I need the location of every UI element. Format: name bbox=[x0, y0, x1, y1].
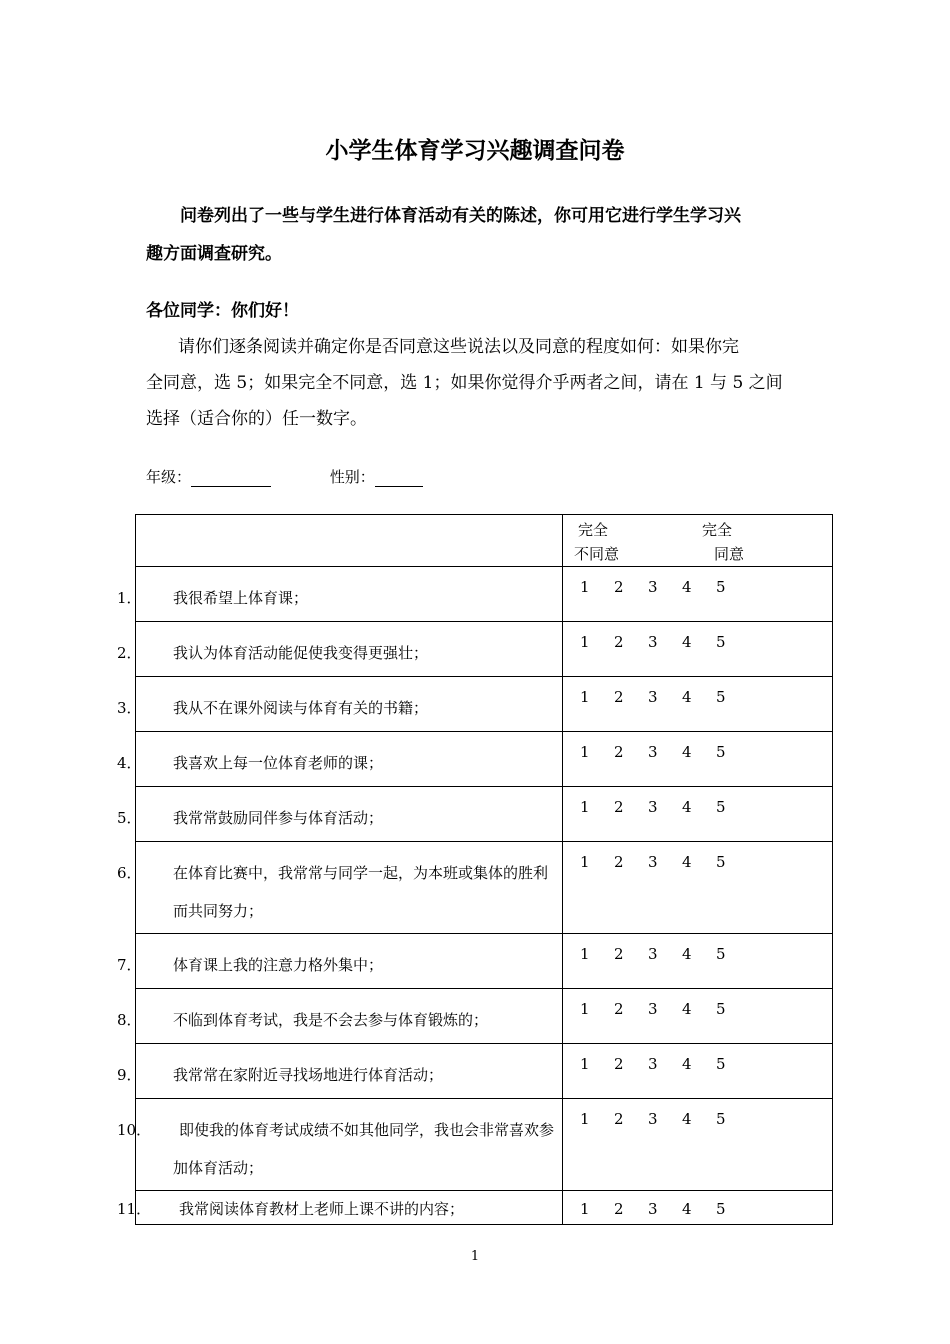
question-number: 6． bbox=[117, 864, 142, 882]
rating-option-2[interactable]: 2 bbox=[614, 945, 624, 963]
rating-option-2[interactable]: 2 bbox=[614, 743, 624, 761]
rating-option-5[interactable]: 5 bbox=[716, 945, 726, 963]
rating-option-5[interactable]: 5 bbox=[716, 633, 726, 651]
rating-option-4[interactable]: 4 bbox=[682, 688, 692, 706]
rating-option-3[interactable]: 3 bbox=[648, 945, 658, 963]
rating-option-4[interactable]: 4 bbox=[682, 945, 692, 963]
question-content bbox=[117, 634, 554, 672]
question-text: 我常常鼓励同伴参与体育活动； bbox=[173, 809, 384, 827]
rating-option-1[interactable]: 1 bbox=[580, 853, 590, 871]
rating-option-1[interactable]: 1 bbox=[580, 1200, 590, 1218]
question-text: 我常常在家附近寻找场地进行体育活动； bbox=[173, 1066, 444, 1084]
question-cell bbox=[117, 842, 563, 934]
rating-option-5[interactable]: 5 bbox=[716, 1110, 726, 1128]
question-cell bbox=[117, 1044, 563, 1099]
question-text: 我从不在课外阅读与体育有关的书籍； bbox=[173, 699, 429, 717]
question-cell bbox=[117, 1191, 563, 1225]
rating-option-2[interactable]: 2 bbox=[614, 798, 624, 816]
question-cell bbox=[117, 787, 563, 842]
rating-cell bbox=[563, 1099, 833, 1191]
question-cell bbox=[117, 934, 563, 989]
rating-option-1[interactable]: 1 bbox=[580, 578, 590, 596]
rating-option-3[interactable]: 3 bbox=[648, 1110, 658, 1128]
gender-label: 性别： bbox=[329, 468, 375, 486]
question-number: 3． bbox=[117, 699, 142, 717]
rating-option-5[interactable]: 5 bbox=[716, 853, 726, 871]
table-row bbox=[136, 677, 833, 732]
table-row bbox=[136, 934, 833, 989]
rating-option-2[interactable]: 2 bbox=[614, 1200, 624, 1218]
page-number: 1 bbox=[470, 1249, 480, 1264]
question-text: 我喜欢上每一位体育老师的课； bbox=[173, 754, 384, 772]
question-cell bbox=[117, 989, 563, 1044]
scale-left-bottom: 不同意 bbox=[574, 545, 620, 563]
question-cell bbox=[117, 1099, 563, 1191]
scale-header-cell bbox=[563, 515, 833, 567]
question-content bbox=[117, 1111, 555, 1187]
question-text: 不临到体育考试，我是不会去参与体育锻炼的； bbox=[173, 1011, 489, 1029]
question-content bbox=[117, 689, 554, 727]
rating-option-1[interactable]: 1 bbox=[580, 798, 590, 816]
table-row bbox=[136, 787, 833, 842]
greeting: 各位同学：你们好！ bbox=[146, 301, 299, 321]
rating-option-2[interactable]: 2 bbox=[614, 688, 624, 706]
table-row bbox=[136, 989, 833, 1044]
rating-option-5[interactable]: 5 bbox=[716, 1055, 726, 1073]
table-row bbox=[136, 732, 833, 787]
rating-option-5[interactable]: 5 bbox=[716, 798, 726, 816]
question-content bbox=[117, 799, 554, 837]
rating-option-3[interactable]: 3 bbox=[648, 1200, 658, 1218]
table-row bbox=[136, 1044, 833, 1099]
question-content bbox=[117, 1001, 554, 1039]
question-number: 7． bbox=[117, 956, 142, 974]
rating-option-5[interactable]: 5 bbox=[716, 688, 726, 706]
question-content bbox=[117, 1195, 554, 1223]
instructions-line-1: 请你们逐条阅读并确定你是否同意这些说法以及同意的程度如何：如果你完 bbox=[178, 337, 739, 357]
question-text: 我常阅读体育教材上老师上课不讲的内容； bbox=[179, 1200, 465, 1218]
rating-option-1[interactable]: 1 bbox=[580, 945, 590, 963]
rating-option-1[interactable]: 1 bbox=[580, 1110, 590, 1128]
question-content bbox=[117, 579, 554, 617]
table-row bbox=[136, 567, 833, 622]
rating-option-3[interactable]: 3 bbox=[648, 633, 658, 651]
rating-cell bbox=[563, 787, 833, 842]
rating-option-2[interactable]: 2 bbox=[614, 578, 624, 596]
rating-cell bbox=[563, 1191, 833, 1225]
question-text: 即使我的体育考试成绩不如其他同学，我也会非常喜欢参加体育活动； bbox=[173, 1121, 555, 1177]
table-row bbox=[136, 1191, 833, 1225]
question-cell bbox=[117, 622, 563, 677]
rating-cell bbox=[563, 732, 833, 787]
student-info-fields bbox=[146, 466, 423, 487]
grade-label: 年级： bbox=[146, 468, 192, 486]
table-row bbox=[136, 842, 833, 934]
question-cell bbox=[117, 732, 563, 787]
rating-cell bbox=[563, 1044, 833, 1099]
rating-option-5[interactable]: 5 bbox=[716, 1000, 726, 1018]
table-header-row bbox=[136, 515, 833, 567]
question-number: 10． bbox=[117, 1121, 152, 1139]
intro-paragraph bbox=[146, 197, 816, 273]
rating-cell bbox=[563, 567, 833, 622]
table-row bbox=[136, 1099, 833, 1191]
question-text: 我认为体育活动能促使我变得更强壮； bbox=[173, 644, 429, 662]
survey-table bbox=[117, 514, 833, 1225]
rating-option-5[interactable]: 5 bbox=[716, 1200, 726, 1218]
scale-left-top: 完全 bbox=[578, 521, 609, 539]
rating-cell bbox=[563, 677, 833, 732]
rating-option-2[interactable]: 2 bbox=[614, 633, 624, 651]
rating-option-4[interactable]: 4 bbox=[682, 633, 692, 651]
rating-option-2[interactable]: 2 bbox=[614, 853, 624, 871]
scale-right-top: 完全 bbox=[702, 521, 733, 539]
question-number: 5． bbox=[117, 809, 142, 827]
rating-option-2[interactable]: 2 bbox=[614, 1055, 624, 1073]
rating-option-1[interactable]: 1 bbox=[580, 688, 590, 706]
rating-option-1[interactable]: 1 bbox=[580, 1055, 590, 1073]
page-title: 小学生体育学习兴趣调查问卷 bbox=[325, 138, 625, 164]
question-content bbox=[117, 1056, 554, 1094]
rating-option-4[interactable]: 4 bbox=[682, 578, 692, 596]
question-number: 4． bbox=[117, 754, 142, 772]
question-content bbox=[117, 854, 554, 930]
rating-option-1[interactable]: 1 bbox=[580, 1000, 590, 1018]
question-cell bbox=[117, 677, 563, 732]
rating-cell bbox=[563, 842, 833, 934]
rating-option-5[interactable]: 5 bbox=[716, 743, 726, 761]
instructions-line-2: 全同意，选 5；如果完全不同意，选 1；如果你觉得介乎两者之间，请在 1 与 5 之间 bbox=[146, 373, 783, 393]
gender-blank[interactable] bbox=[375, 470, 423, 487]
rating-option-3[interactable]: 3 bbox=[648, 1000, 658, 1018]
question-text: 体育课上我的注意力格外集中； bbox=[173, 956, 384, 974]
question-number: 2． bbox=[117, 644, 142, 662]
rating-option-3[interactable]: 3 bbox=[648, 688, 658, 706]
instructions-paragraph bbox=[146, 329, 816, 437]
scale-right-bottom: 同意 bbox=[714, 545, 745, 563]
rating-option-4[interactable]: 4 bbox=[682, 798, 692, 816]
intro-line-2: 趣方面调查研究。 bbox=[146, 244, 282, 264]
question-number: 1． bbox=[117, 589, 142, 607]
rating-option-4[interactable]: 4 bbox=[682, 743, 692, 761]
rating-option-3[interactable]: 3 bbox=[648, 1055, 658, 1073]
rating-option-2[interactable]: 2 bbox=[614, 1110, 624, 1128]
rating-option-2[interactable]: 2 bbox=[614, 1000, 624, 1018]
question-content bbox=[117, 744, 554, 782]
rating-cell bbox=[563, 989, 833, 1044]
grade-blank[interactable] bbox=[191, 470, 271, 487]
question-text: 在体育比赛中，我常常与同学一起，为本班或集体的胜利而共同努力； bbox=[173, 864, 549, 920]
question-number: 11． bbox=[117, 1200, 152, 1218]
table-row bbox=[136, 622, 833, 677]
rating-option-4[interactable]: 4 bbox=[682, 1110, 692, 1128]
question-cell bbox=[117, 567, 563, 622]
rating-option-3[interactable]: 3 bbox=[648, 743, 658, 761]
rating-cell bbox=[563, 622, 833, 677]
rating-option-1[interactable]: 1 bbox=[580, 633, 590, 651]
rating-option-4[interactable]: 4 bbox=[682, 853, 692, 871]
rating-option-1[interactable]: 1 bbox=[580, 743, 590, 761]
rating-option-4[interactable]: 4 bbox=[682, 1000, 692, 1018]
question-number: 8． bbox=[117, 1011, 142, 1029]
rating-option-4[interactable]: 4 bbox=[682, 1055, 692, 1073]
question-number: 9． bbox=[117, 1066, 142, 1084]
instructions-line-3: 选择（适合你的）任一数字。 bbox=[146, 409, 367, 429]
rating-cell bbox=[563, 934, 833, 989]
question-text: 我很希望上体育课； bbox=[173, 589, 309, 607]
rating-option-3[interactable]: 3 bbox=[648, 798, 658, 816]
rating-option-3[interactable]: 3 bbox=[648, 578, 658, 596]
intro-line-1: 问卷列出了一些与学生进行体育活动有关的陈述，你可用它进行学生学习兴 bbox=[180, 206, 741, 226]
question-content bbox=[117, 946, 554, 984]
rating-option-4[interactable]: 4 bbox=[682, 1200, 692, 1218]
rating-option-3[interactable]: 3 bbox=[648, 853, 658, 871]
rating-option-5[interactable]: 5 bbox=[716, 578, 726, 596]
header-empty-cell bbox=[136, 515, 563, 567]
